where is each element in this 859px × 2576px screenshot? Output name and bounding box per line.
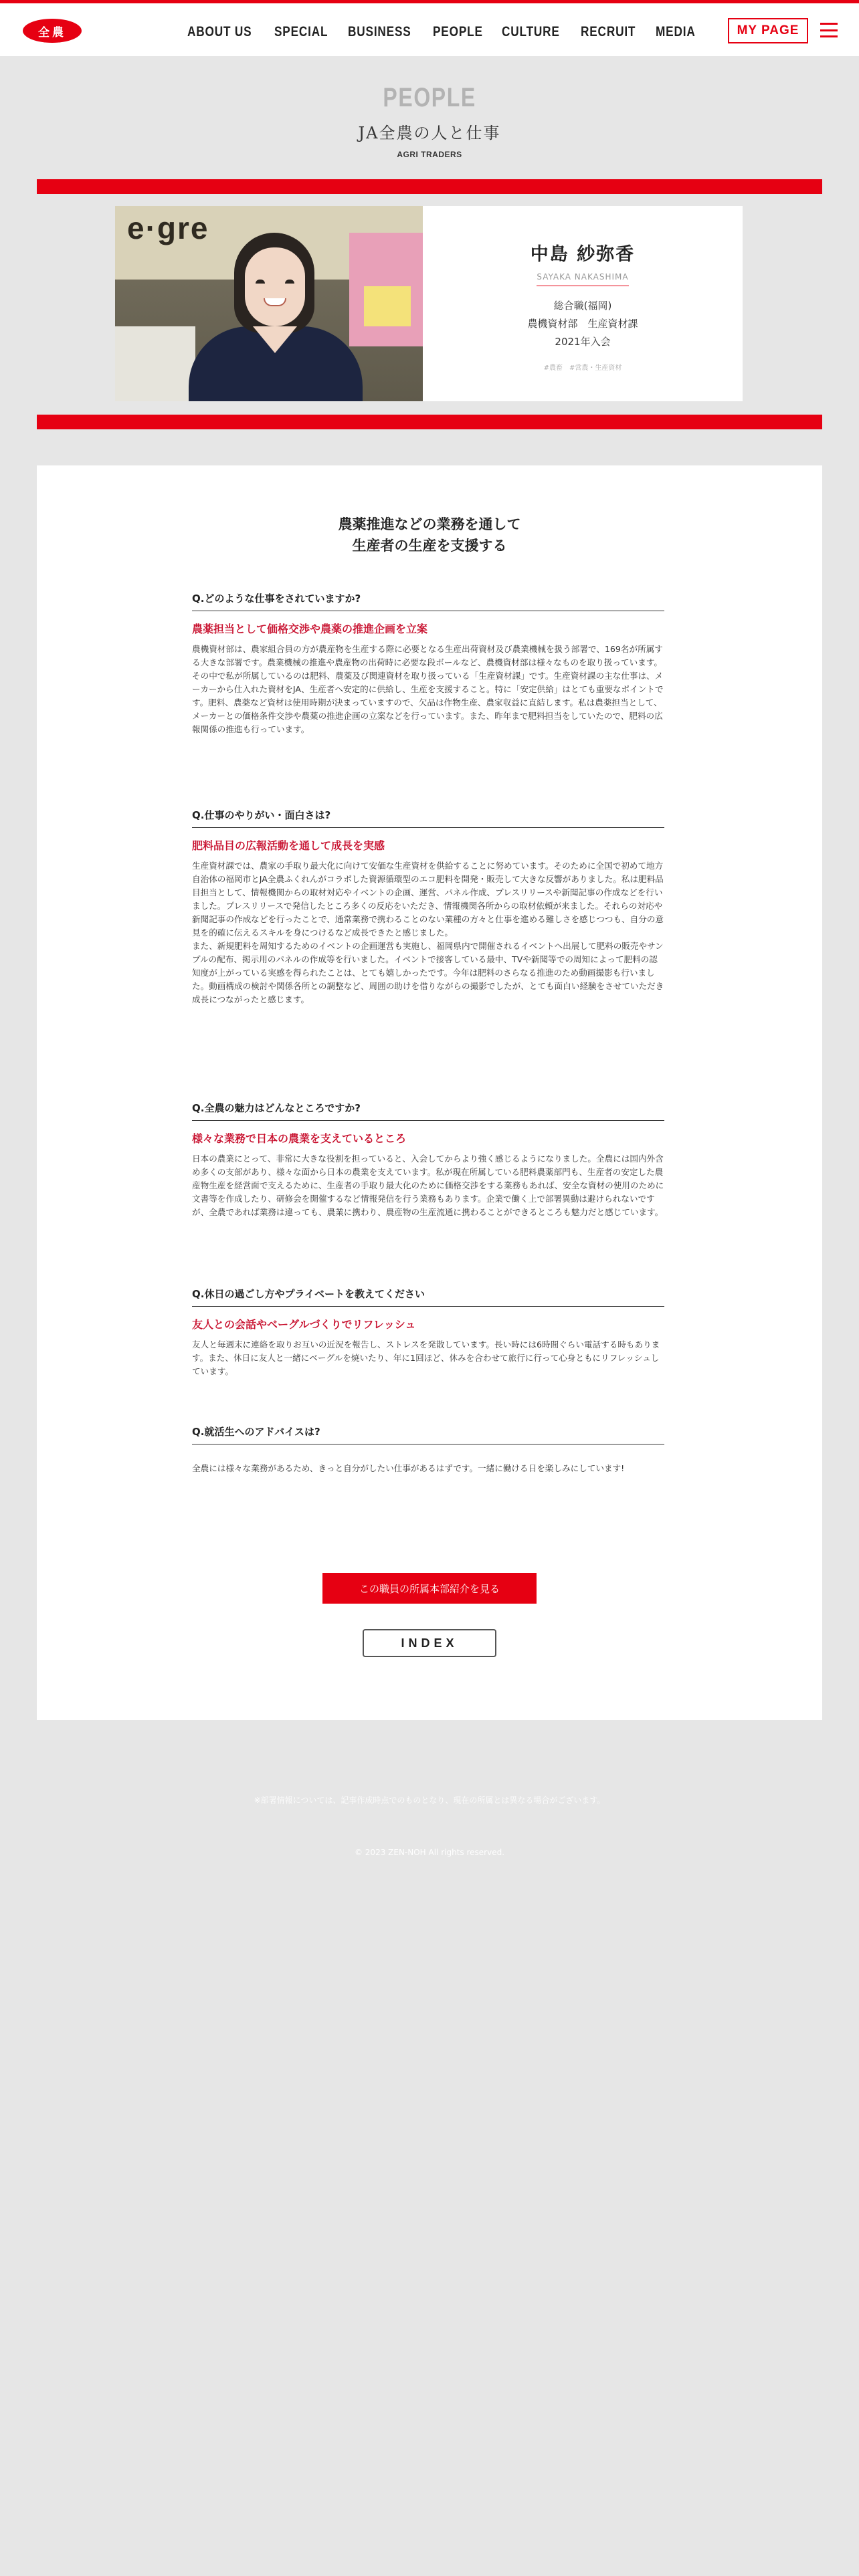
nav-item-people[interactable]: PEOPLE — [433, 24, 483, 39]
article-title-line: 生産者の生産を支援する — [352, 538, 507, 554]
profile-card — [115, 206, 743, 401]
profile-info — [423, 206, 743, 401]
nav-item-special[interactable]: SPECIAL — [274, 24, 328, 39]
qa-section — [192, 1424, 664, 1475]
red-band-bottom — [37, 415, 822, 429]
red-band-top — [37, 179, 822, 194]
profile-name: 中島 紗弥香 — [530, 244, 636, 265]
page-subtitle: AGRI TRADERS — [397, 150, 462, 159]
photo-shelf — [115, 326, 195, 401]
question-heading: Q.休日の過ごし方やプライベートを教えてください — [192, 1287, 664, 1307]
qa-section — [192, 1287, 664, 1378]
hamburger-menu-icon[interactable] — [820, 23, 838, 37]
footer-note: ※部署情報については、記事作成時点でのものとなり、現在の所属とは異なる場合がございます。 — [254, 1796, 605, 1805]
zennoh-logo[interactable]: 全農 — [23, 19, 82, 43]
profile-job: 総合職(福岡) — [553, 300, 612, 312]
qa-section — [192, 591, 664, 736]
main-nav — [187, 22, 696, 42]
question-heading: Q.全農の魅力はどんなところですか? — [192, 1101, 664, 1121]
photo-poster — [364, 286, 411, 326]
menu-bar — [820, 29, 838, 31]
answer-heading: 肥料品目の広報活動を通して成長を実感 — [192, 839, 385, 852]
article-title — [37, 514, 822, 556]
photo-eye — [256, 280, 265, 284]
profile-dept: 農機資材部 生産資材課 — [527, 318, 638, 330]
qa-section — [192, 1101, 664, 1219]
question-heading: Q.仕事のやりがい・面白さは? — [192, 808, 664, 828]
nav-item-about-us[interactable]: ABOUT US — [187, 24, 252, 39]
nav-item-culture[interactable]: CULTURE — [502, 24, 560, 39]
answer-heading: 友人との会話やベーグルづくりでリフレッシュ — [192, 1318, 416, 1331]
site-header — [0, 0, 859, 56]
interview-article — [37, 465, 822, 1720]
question-heading: Q.就活生へのアドバイスは? — [192, 1424, 664, 1444]
page-title-en: PEOPLE — [383, 83, 476, 112]
qa-section — [192, 808, 664, 1006]
mypage-button[interactable]: MY PAGE — [728, 18, 808, 43]
profile-name-en: SAYAKA NAKASHIMA — [537, 272, 628, 286]
answer-heading: 様々な業務で日本の農業を支えているところ — [192, 1132, 407, 1145]
answer-body: 日本の農業にとって、非常に大きな役割を担っていると、入会してからより強く感じるようになりました。全農には国内外含め多くの支部があり、様々な面から日本の農業を支えています。私が現在所属している肥料農薬部門も、生産者の安定した農産物生産を経営面で支えるために、生産者の手取り最大化のために価格交渉をする業務もあれば、安全な資材の使用のために文書等を作成したり、研修会を開催するなど情報発信を行う業務もあります。企業で働く上で部署異動は避けられないですが、全農であれば業務は違っても、農業に携わり、農産物の生産流通に携わることができるところも魅力だと感じています。 — [192, 1154, 664, 1217]
menu-bar — [820, 23, 838, 25]
nav-item-media[interactable]: MEDIA — [656, 24, 696, 39]
photo-eye — [285, 280, 294, 284]
answer-body: 農機資材部は、農家組合員の方が農産物を生産する際に必要となる生産出荷資材及び農業機械を扱う部署で、169名が所属する大きな部署です。農業機械の推進や農産物の出荷時に必要な段ボールなど、農機資材部は様々なものを取り扱っています。その中で私が所属しているのは肥料、農薬及び関連資材を取り扱っている「生産資材課」です。生産資材課の主な仕事は、メーカーから仕入れた資材をJA、生産者へ安定的に供給し、生産を支援すること。特に「安定供給」はとても重要なポイントです。肥料、農薬など資材は使用時期が決まっていますので、欠品は作物生産、農家収益に直結します。私は農薬担当として、メーカーとの価格条件交渉や農薬の推進企画の立案などを行っています。また、昨年まで肥料担当をしていたので、肥料の広報関係の推進も行っています。 — [192, 644, 664, 734]
index-button[interactable]: INDEX — [363, 1629, 496, 1657]
profile-photo — [115, 206, 423, 401]
answer-body: 生産資材課では、農家の手取り最大化に向けて安価な生産資材を供給することに努めています。そのために全国で初めて地方自治体の福岡市とJA全農ふくれんがコラボした資源循環型のエコ肥料を開発・販売して大きな反響がありました。私は肥料品目担当として、情報機関からの取材対応やイベントの企画、運営、パネル作成、プレスリリースや新聞記事の作成などを行いました。プレスリリースで発信したところ多くの反応をいただき、情報機関各所からの取材依頼が来ました。それらの対応や新聞記事の作成などを行ったことで、通常業務で携わることのない業種の方々と仕事を進める難しさを感じつつも、自分の意見を的確に伝えるスキルを身につけるなど成長できたと感じました。 また、新規肥料を周知するためのイベントの企画運営も実施し、福岡県内で開催されるイベントへ出展して肥料の販売やサンプルの配布、掲示用のパネルの作成等を行いました。イベントで接客している最中、TVや新聞等での周知によって肥料の認知度が上がっている実感を得られたことは、とても嬉しかったです。今年は肥料のさらなる推進のため動画撮影も行いました。動画構成の検討や関係各所との調整など、周囲の助けを借りながらの撮影でしたが、とても面白い経験をさせていただき成長につながったと感じます。 — [192, 861, 664, 1004]
page-title-ja: JA全農の人と仕事 — [358, 124, 501, 142]
question-heading: Q.どのような仕事をされていますか? — [192, 591, 664, 611]
answer-body: 友人と毎週末に連絡を取りお互いの近況を報告し、ストレスを発散しています。長い時には6時間ぐらい電話する時もあります。また、休日に友人と一緒にベーグルを焼いたり、年に1回ほど、休みを合わせて旅行に行って心身ともにリフレッシュしています。 — [192, 1339, 660, 1376]
menu-bar — [820, 35, 838, 37]
article-title-line: 農薬推進などの業務を通して — [338, 516, 521, 532]
answer-heading: 農薬担当として価格交渉や農薬の推進企画を立案 — [192, 623, 428, 635]
photo-sign: e·gre — [127, 211, 209, 245]
profile-joined: 2021年入会 — [555, 336, 611, 348]
photo-face — [245, 247, 305, 326]
footer-copyright: © 2023 ZEN-NOH All rights reserved. — [354, 1848, 505, 1857]
nav-item-recruit[interactable]: RECRUIT — [581, 24, 636, 39]
page-title-block — [0, 83, 859, 159]
department-intro-button[interactable]: この職員の所属本部紹介を見る — [322, 1573, 537, 1604]
answer-body: 全農には様々な業務があるため、きっと自分がしたい仕事があるはずです。一緒に働ける日を楽しみにしています! — [192, 1463, 625, 1473]
nav-item-business[interactable]: BUSINESS — [347, 24, 411, 39]
profile-tags[interactable]: #農畜 #営農・生産資材 — [543, 364, 622, 372]
